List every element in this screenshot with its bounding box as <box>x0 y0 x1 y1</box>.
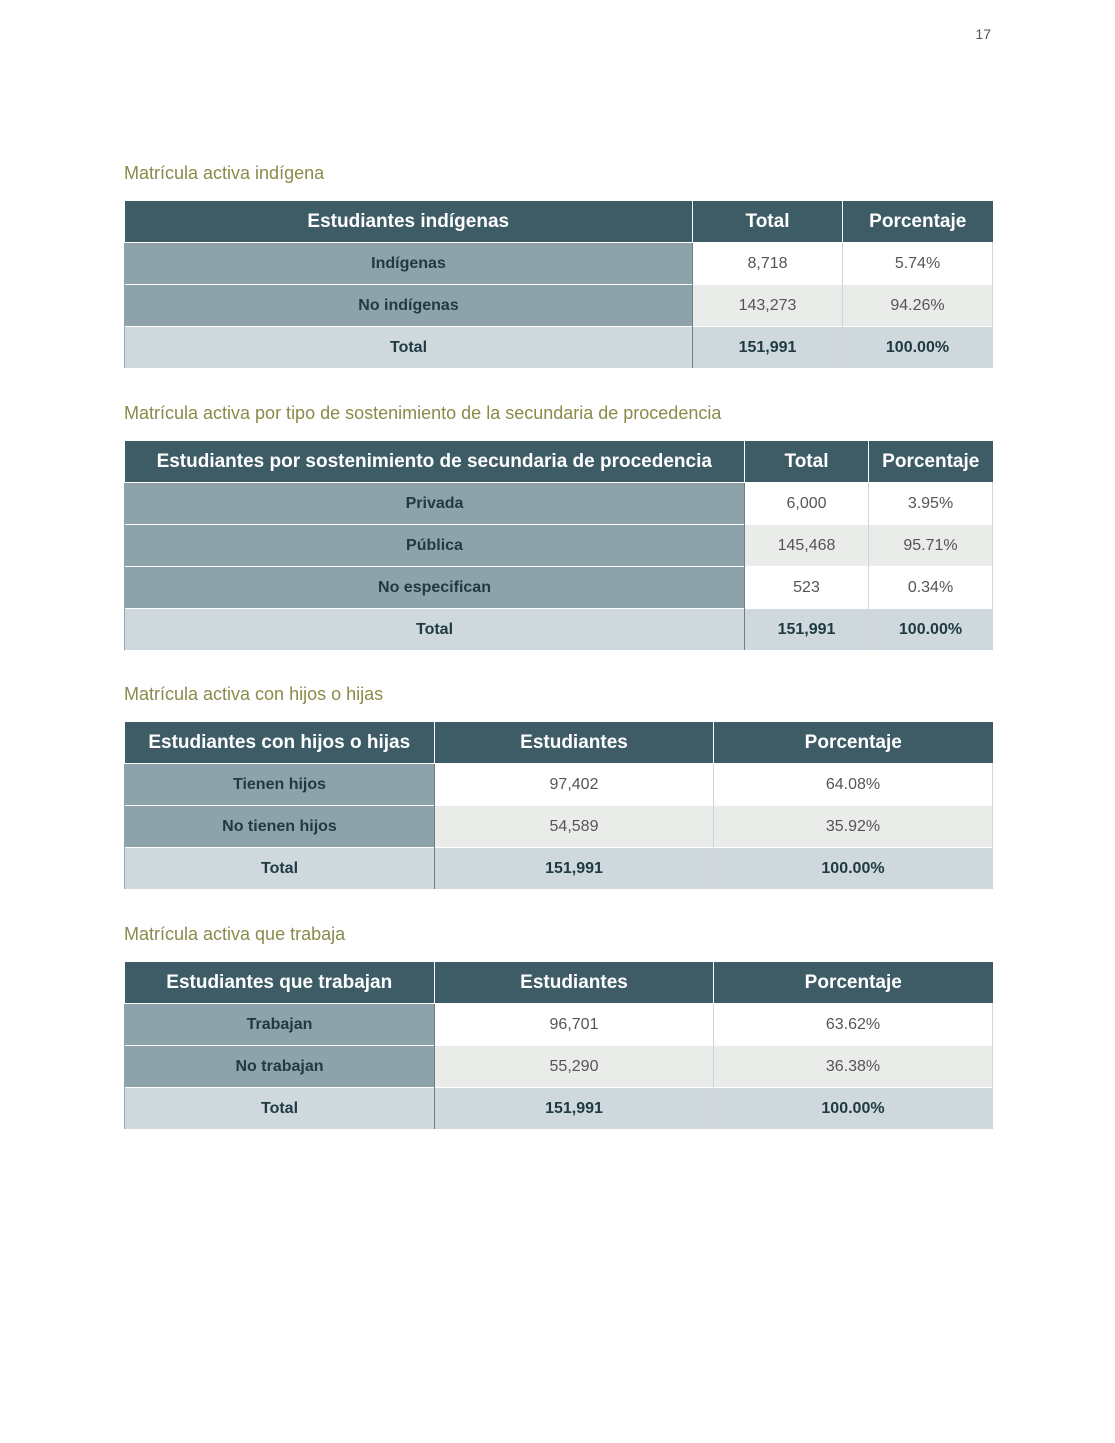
row-label: No especifican <box>125 567 745 609</box>
cell-value: 95.71% <box>869 525 993 567</box>
cell-value: 145,468 <box>745 525 869 567</box>
column-header: Total <box>745 441 869 483</box>
column-header: Porcentaje <box>714 962 993 1004</box>
table-row <box>125 285 993 327</box>
table-row <box>125 1046 993 1088</box>
cell-value: 100.00% <box>869 609 993 651</box>
section-children <box>124 682 992 889</box>
table-row <box>125 243 993 285</box>
children-table <box>124 722 993 889</box>
table-row <box>125 567 993 609</box>
cell-value: 100.00% <box>714 1088 993 1130</box>
section-title: Matrícula activa indígena <box>124 163 325 183</box>
row-label: Indígenas <box>125 243 693 285</box>
column-header: Estudiantes <box>435 962 714 1004</box>
row-label: Total <box>125 848 435 890</box>
cell-value: 151,991 <box>435 848 714 890</box>
column-header: Estudiantes <box>435 722 714 764</box>
cell-value: 5.74% <box>843 243 993 285</box>
column-header: Porcentaje <box>843 201 993 243</box>
cell-value: 8,718 <box>693 243 843 285</box>
table-row <box>125 1004 993 1046</box>
table-row <box>125 525 993 567</box>
row-label: Total <box>125 1088 435 1130</box>
table-total-row <box>125 848 993 890</box>
cell-value: 151,991 <box>435 1088 714 1130</box>
table-total-row <box>125 609 993 651</box>
row-label: No trabajan <box>125 1046 435 1088</box>
cell-value: 64.08% <box>714 764 993 806</box>
row-label: Trabajan <box>125 1004 435 1046</box>
section-indigenous <box>124 161 992 368</box>
cell-value: 54,589 <box>435 806 714 848</box>
cell-value: 97,402 <box>435 764 714 806</box>
section-work <box>124 922 992 1129</box>
row-label: Total <box>125 609 745 651</box>
section-title: Matrícula activa por tipo de sostenimiento de la secundaria de procedencia <box>124 403 722 423</box>
section-funding <box>124 401 992 650</box>
column-header: Estudiantes indígenas <box>125 201 693 243</box>
table-header-row <box>125 441 993 483</box>
section-title: Matrícula activa que trabaja <box>124 924 346 944</box>
cell-value: 151,991 <box>693 327 843 369</box>
table-header-row <box>125 201 993 243</box>
column-header: Estudiantes por sostenimiento de secundaria de procedencia <box>125 441 745 483</box>
cell-value: 55,290 <box>435 1046 714 1088</box>
cell-value: 0.34% <box>869 567 993 609</box>
column-header: Estudiantes que trabajan <box>125 962 435 1004</box>
cell-value: 63.62% <box>714 1004 993 1046</box>
row-label: Privada <box>125 483 745 525</box>
cell-value: 6,000 <box>745 483 869 525</box>
cell-value: 3.95% <box>869 483 993 525</box>
cell-value: 143,273 <box>693 285 843 327</box>
column-header: Porcentaje <box>714 722 993 764</box>
table-row <box>125 806 993 848</box>
row-label: Tienen hijos <box>125 764 435 806</box>
page-number: 17 <box>975 26 991 42</box>
cell-value: 100.00% <box>714 848 993 890</box>
funding-table <box>124 441 993 650</box>
cell-value: 96,701 <box>435 1004 714 1046</box>
table-header-row <box>125 722 993 764</box>
cell-value: 35.92% <box>714 806 993 848</box>
row-label: Total <box>125 327 693 369</box>
column-header: Estudiantes con hijos o hijas <box>125 722 435 764</box>
table-header-row <box>125 962 993 1004</box>
indigenous-table <box>124 201 993 368</box>
column-header: Porcentaje <box>869 441 993 483</box>
cell-value: 94.26% <box>843 285 993 327</box>
table-total-row <box>125 1088 993 1130</box>
table-row <box>125 764 993 806</box>
row-label: Pública <box>125 525 745 567</box>
table-total-row <box>125 327 993 369</box>
cell-value: 151,991 <box>745 609 869 651</box>
work-table <box>124 962 993 1129</box>
table-row <box>125 483 993 525</box>
section-title: Matrícula activa con hijos o hijas <box>124 684 384 704</box>
cell-value: 523 <box>745 567 869 609</box>
column-header: Total <box>693 201 843 243</box>
row-label: No indígenas <box>125 285 693 327</box>
cell-value: 36.38% <box>714 1046 993 1088</box>
row-label: No tienen hijos <box>125 806 435 848</box>
cell-value: 100.00% <box>843 327 993 369</box>
